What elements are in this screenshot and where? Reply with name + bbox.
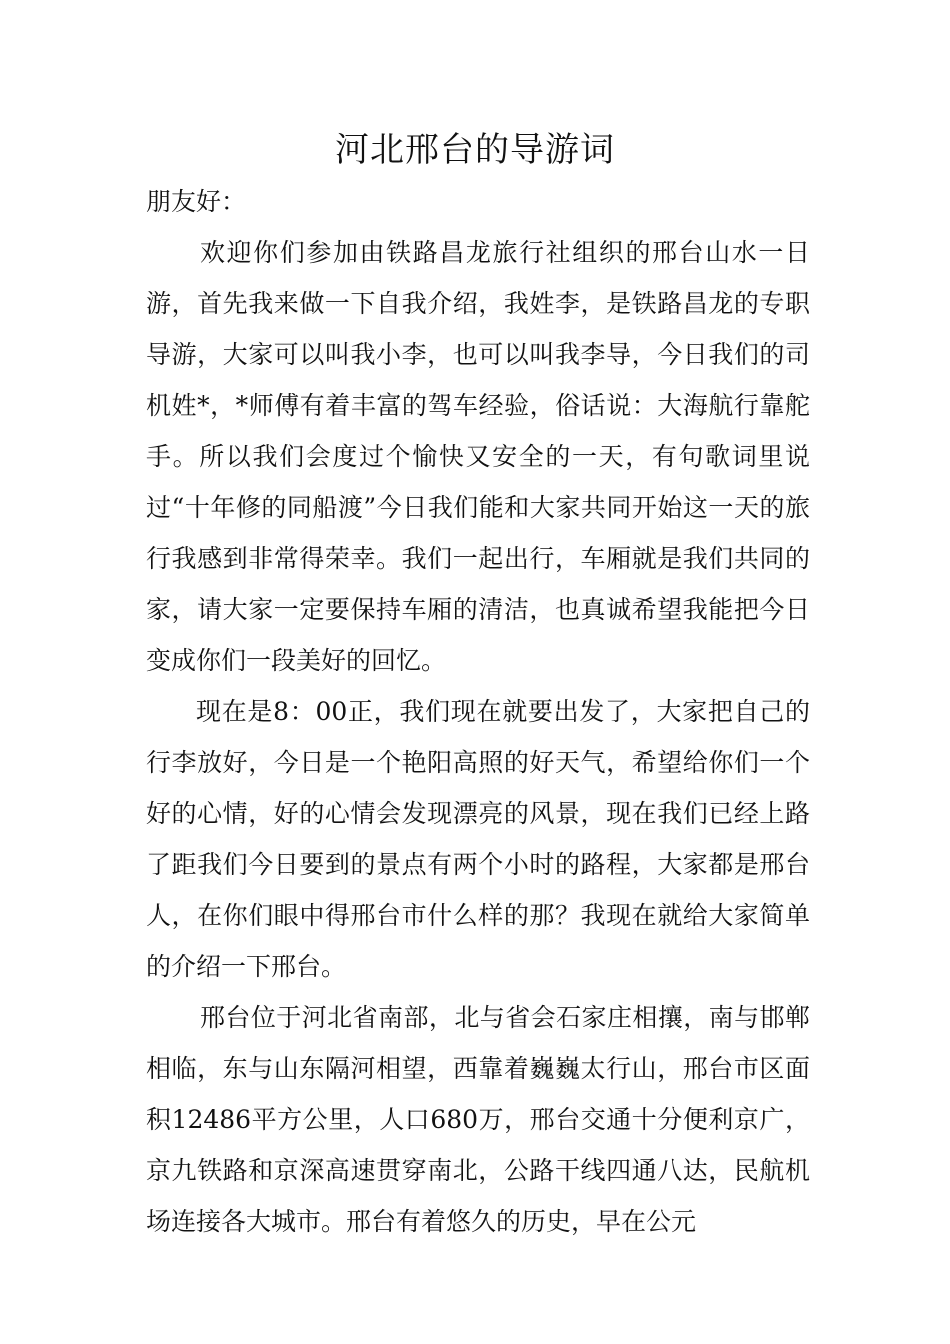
greeting-line: 朋友好： xyxy=(146,187,247,216)
document-title: 河北邢台的导游词 xyxy=(335,130,615,170)
paragraph-xingtai-intro: 邢台位于河北省南部，北与省会石家庄相攘，南与邯郸相临，东与山东隔河相望，西靠着巍巍太行山，邢台市区面积12486平方公里，人口680万，邢台交通十分便利京广，京九铁路和京深高速贯穿南北，公路干线四通八达，民航机场连接各大城市。邢台有着悠久的历史，早在公元 xyxy=(146,1003,810,1236)
paragraph-departure: 现在是8：00正，我们现在就要出发了，大家把自己的行李放好，今日是一个艳阳高照的好天气，希望给你们一个好的心情，好的心情会发现漂亮的风景，现在我们已经上路了距我们今日要到的景点有两个小时的路程，大家都是邢台人，在你们眼中得邢台市什么样的那？我现在就给大家简单的介绍一下邢台。 xyxy=(146,697,810,981)
paragraph-welcome: 欢迎你们参加由铁路昌龙旅行社组织的邢台山水一日游，首先我来做一下自我介绍，我姓李，是铁路昌龙的专职导游，大家可以叫我小李，也可以叫我李导，今日我们的司机姓*，*师傅有着丰富的驾车经验，俗话说：大海航行靠舵手。所以我们会度过个愉快又安全的一天，有句歌词里说过“十年修的同船渡”今日我们能和大家共同开始这一天的旅行我感到非常得荣幸。我们一起出行，车厢就是我们共同的家，请大家一定要保持车厢的清洁，也真诚希望我能把今日变成你们一段美好的回忆。 xyxy=(146,238,810,675)
document-body xyxy=(146,176,810,1247)
